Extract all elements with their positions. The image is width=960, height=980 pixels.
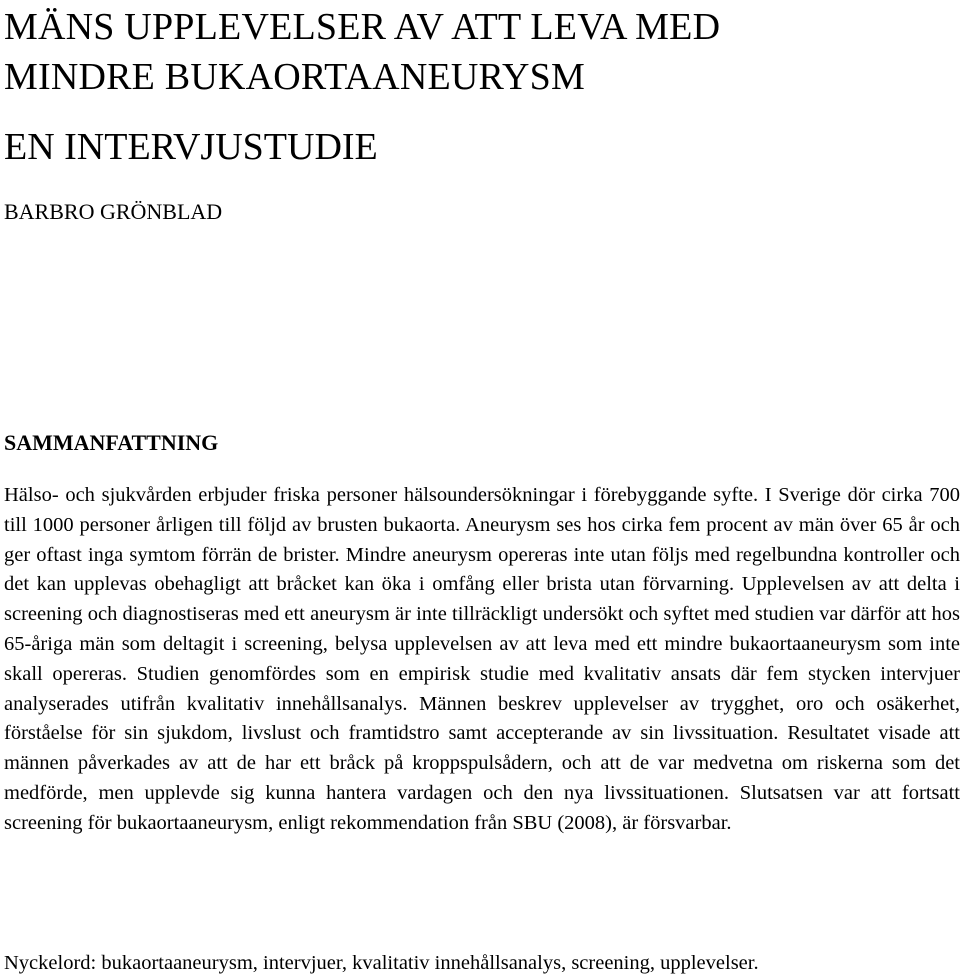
abstract-heading: SAMMANFATTNING <box>4 430 219 455</box>
author-name: BARBRO GRÖNBLAD <box>4 199 223 224</box>
title-line-2: MINDRE BUKAORTAANEURYSM <box>4 56 585 98</box>
keywords-line: Nyckelord: bukaortaaneurysm, intervjuer, kvalitativ innehållsanalys, screening, upplevelser. <box>4 952 759 974</box>
abstract-paragraph: Hälso- och sjukvården erbjuder friska personer hälsoundersökningar i förebyggande syfte. I Sverige dör cirka 700 till 1000 personer årligen till följd av brusten bukaorta. Aneurysm ses hos cirka fem procent av män över 65 år och ger oftast inga symtom förrän de brister. Mindre aneurysm opereras inte utan följs med regelbundna kontroller och det kan upplevas obehagligt att bråcket kan öka i omfång eller brista utan förvarning. Upplevelsen av att delta i screening och diagnostiseras med ett aneurysm är inte tillräckligt undersökt och syftet med studien var därför att hos 65-åriga män som deltagit i screening, belysa upplevelsen av att leva med ett mindre bukaortaaneurysm som inte skall opereras. Studien genomfördes som en empirisk studie med kvalitativ ansats där fem stycken intervjuer analyserades utifrån kvalitativ innehållsanalys. Männen beskrev upplevelser av trygghet, oro och osäkerhet, förståelse för sin sjukdom, livslust och framtidstro samt accepterande av sin livssituation. Resultatet visade att männen påverkades av att de har ett bråck på kroppspulsådern, och att de var medvetna om riskerna som det medförde, men upplevde sig kunna hantera vardagen och den nya livssituationen. Slutsatsen var att fortsatt screening för bukaortaaneurysm, enligt rekommendation från SBU (2008), är försvarbar. <box>4 484 960 834</box>
document-subtitle: EN INTERVJUSTUDIE <box>4 126 378 168</box>
document-title <box>4 2 720 102</box>
title-line-1: MÄNS UPPLEVELSER AV ATT LEVA MED <box>4 6 721 48</box>
